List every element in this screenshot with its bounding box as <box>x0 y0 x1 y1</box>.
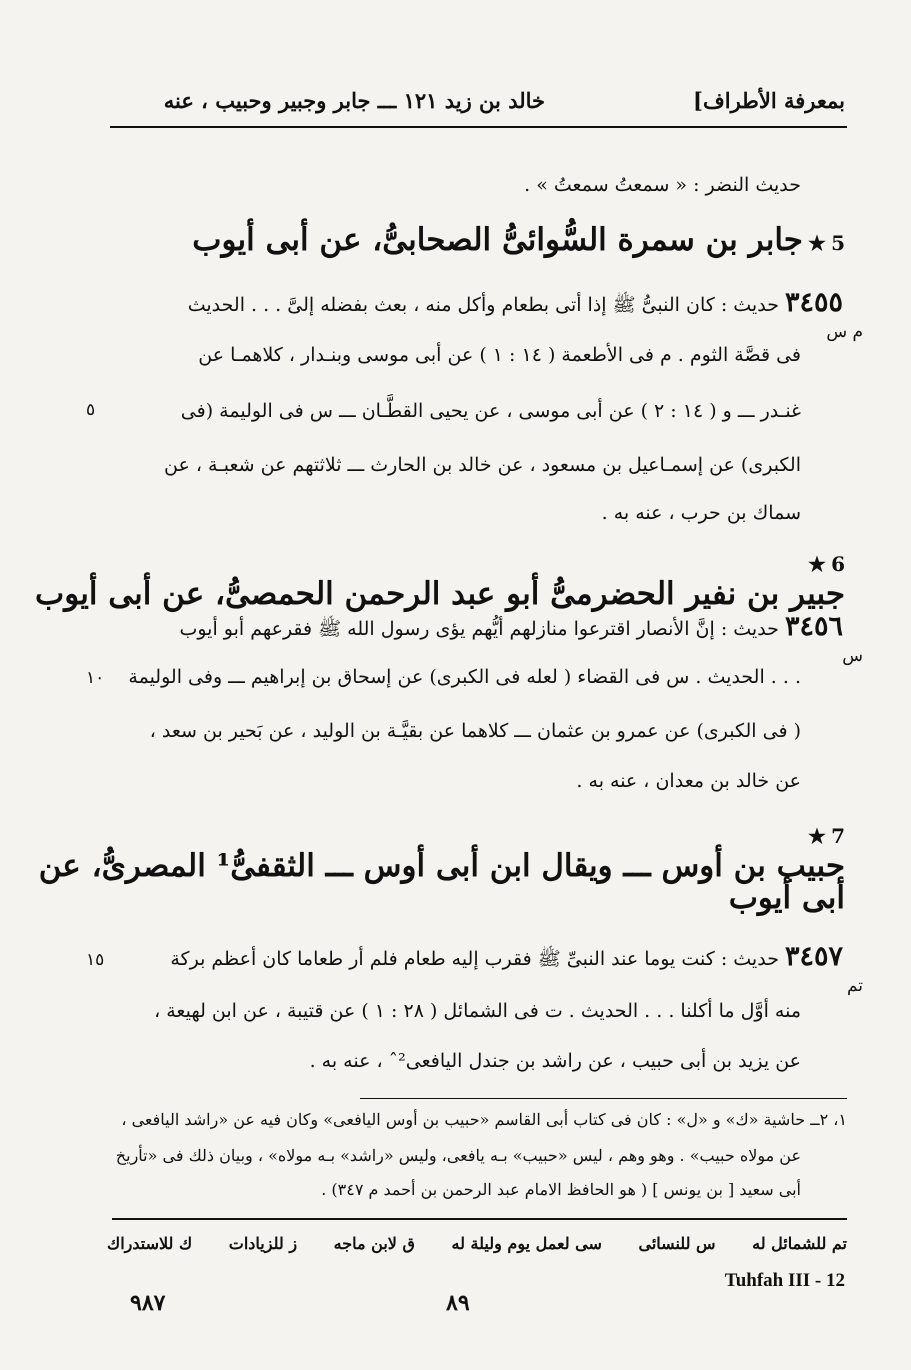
side-note-3457: تم <box>846 976 863 996</box>
legend-item: ز للزيادات <box>228 1234 298 1253</box>
hadith-3457-line1 <box>83 941 843 972</box>
legend-item: ق لابن ماجه <box>333 1234 415 1253</box>
sequence-number: ٩٨٧ <box>130 1290 166 1316</box>
hadith-text: حديث : كان النبىُّ ﷺ إذا أتى بطعام وأكل منه ، بعث بفضله إلىَّ . . . الحديث <box>187 294 779 316</box>
header-right: بمعرفة الأطراف] <box>693 88 845 113</box>
footnote-rule <box>360 1098 847 1099</box>
intro-line: حديث النضر : « سمعتُ سمعتُ » . <box>524 174 801 196</box>
star-icon: ★ <box>808 231 826 255</box>
legend-item: سى لعمل يوم وليلة له <box>451 1234 602 1253</box>
legend-item: س للنسائى <box>638 1234 716 1253</box>
side-note-3455: م س <box>826 322 863 342</box>
margin-number: ٥ <box>86 400 96 420</box>
footnote-line2: عن مولاه حبيب» . وهو وهم ، ليس «حبيب» بـه يافعى، وليس «راشد» بـه مولاه» ، وبيان ذلك فى «تأريخ <box>115 1146 801 1165</box>
entry-5 <box>105 222 845 258</box>
entry-number: 5 <box>831 231 845 255</box>
entry-7-title-cont: أبى أيوب <box>728 880 845 916</box>
header-center: خالد بن زيد ١٢١ ـــ جابر وجبير وحبيب ، عنه <box>163 88 545 113</box>
hadith-3455-line2: فى قصَّة الثوم . م فى الأطعمة ( ١٤ : ١ ) عن أبى موسى وبنـدار ، كلاهمـا عن <box>198 344 801 366</box>
hadith-text: حديث : إنَّ الأنصار اقترعوا منازلهم أيُّهم يؤى رسول الله ﷺ فقرعهم أبو أيوب <box>179 618 779 640</box>
hadith-3455-line3: غنـدر ـــ و ( ١٤ : ٢ ) عن أبى موسى ، عن يحيى القطَّـان ـــ س فى الوليمة (فى <box>180 400 801 422</box>
entry-number: 6 <box>831 552 845 576</box>
entry-title: حبيب بن أوس ـــ ويقال ابن أبى أوس ـــ الثقفىُّ¹ المصرىُّ، عن <box>38 848 845 884</box>
tuhfah-label: Tuhfah III - 12 <box>724 1270 845 1291</box>
entry-number: 7 <box>831 824 845 848</box>
hadith-text: حديث : كنت يوما عند النبىِّ ﷺ فقرب إليه طعام فلم أر طعاما كان أعظم بركة <box>170 948 779 970</box>
entry-6 <box>35 552 845 612</box>
hadith-number: ٣٤٥٧ <box>784 941 843 972</box>
star-icon: ★ <box>808 824 826 848</box>
hadith-3455-line5: سماك بن حرب ، عنه به . <box>601 502 801 524</box>
footnote-line3: أبى سعيد [ بن يونس ] ( هو الحافظ الامام عبد الرحمن بن أحمد م ٣٤٧) . <box>321 1180 801 1199</box>
running-header <box>110 88 845 122</box>
header-rule <box>110 126 847 128</box>
hadith-3456-line3: ( فى الكبرى) عن عمرو بن عثمان ـــ كلاهما عن بقيَّـة بن الوليد ، عن بَحير بن سعد ، <box>149 720 801 742</box>
hadith-3456-line4: عن خالد بن معدان ، عنه به . <box>576 770 801 792</box>
hadith-3455-line1 <box>83 287 843 318</box>
entry-title: جبير بن نفير الحضرمىُّ أبو عبد الرحمن الحمصىُّ، عن أبى أيوب <box>35 576 845 612</box>
page-number: ٨٩ <box>446 1290 470 1316</box>
hadith-3456-line2: . . . الحديث . س فى القضاء ( لعله فى الكبرى) عن إسحاق بن إبراهيم ـــ وفى الوليمة <box>128 666 801 688</box>
hadith-3456-line1 <box>83 611 843 642</box>
margin-number: ١٥ <box>86 950 105 970</box>
entry-title: جابر بن سمرة السُّوائىُّ الصحابىُّ، عن أبى أيوب <box>192 222 803 258</box>
hadith-number: ٣٤٥٥ <box>784 287 843 318</box>
hadith-3457-line2: منه أوَّل ما أكلنا . . . الحديث . ت فى الشمائل ( ٢٨ : ١ ) عن قتيبة ، عن ابن لهيعة ، <box>154 1000 801 1022</box>
hadith-number: ٣٤٥٦ <box>784 611 843 642</box>
star-icon: ★ <box>808 552 826 576</box>
symbol-legend <box>107 1234 847 1253</box>
footnote-line1: ١، ٢ــ حاشية «ك» و «ل» : كان فى كتاب أبى القاسم «حبيب بن أوس اليافعى» وكان فيه عن «راشد اليافعى ، <box>121 1110 847 1129</box>
entry-7 <box>38 824 845 884</box>
side-note-3456: س <box>842 646 863 666</box>
footer-rule <box>112 1218 847 1220</box>
hadith-3457-line3: عن يزيد بن أبى حبيب ، عن راشد بن جندل اليافعى²ˆ ، عنه به . <box>309 1050 801 1072</box>
hadith-3455-line4: الكبرى) عن إسمـاعيل بن مسعود ، عن خالد بن الحارث ـــ ثلاثتهم عن شعبـة ، عن <box>164 454 801 476</box>
legend-item: ك للاستدراك <box>107 1234 193 1253</box>
margin-number: ١٠ <box>86 668 105 688</box>
legend-item: تم للشمائل له <box>752 1234 847 1253</box>
